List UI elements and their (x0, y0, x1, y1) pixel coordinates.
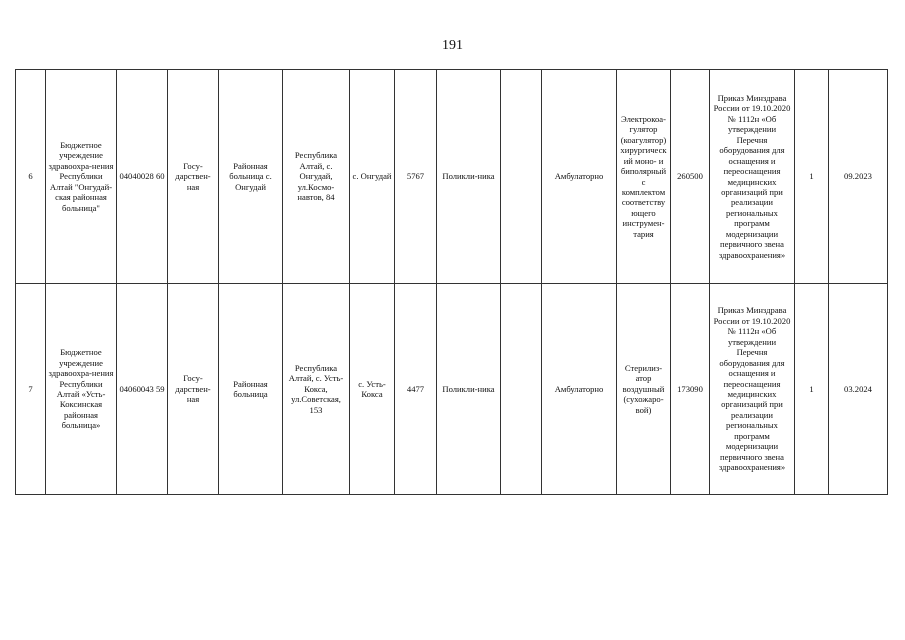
unit-type: Поликли-ника (437, 70, 501, 284)
equipment-table (15, 69, 888, 495)
facility-name: Районная больница (219, 284, 283, 495)
delivery-date: 03.2024 (829, 284, 888, 495)
empty-cell (501, 284, 542, 495)
population: 4477 (395, 284, 437, 495)
care-type: Амбулаторно (542, 284, 617, 495)
population: 5767 (395, 70, 437, 284)
page-number: 191 (442, 38, 463, 53)
table-row (16, 284, 888, 495)
empty-cell (501, 70, 542, 284)
organization-name: Бюджетное учреждение здравоохра-нения Республики Алтай «Усть-Коксинская районная больница» (46, 284, 117, 495)
facility-address: Республика Алтай, с. Онгудай, ул.Космо-навтов, 84 (283, 70, 350, 284)
locality: с. Онгудай (350, 70, 395, 284)
row-number: 7 (16, 284, 46, 495)
quantity: 1 (795, 70, 829, 284)
facility-name: Районная больница с. Онгудай (219, 70, 283, 284)
care-type: Амбулаторно (542, 70, 617, 284)
ownership-type: Госу-дарствен-ная (168, 284, 219, 495)
equipment-name: Стерилиз-атор воздушный (сухожаро-вой) (617, 284, 671, 495)
table-row (16, 70, 888, 284)
organization-name: Бюджетное учреждение здравоохра-нения Республики Алтай "Онгудай-ская районная больница" (46, 70, 117, 284)
facility-address: Республика Алтай, с. Усть-Кокса, ул.Советская, 153 (283, 284, 350, 495)
organization-code: 04040028 60 (117, 70, 168, 284)
row-number: 6 (16, 70, 46, 284)
unit-type: Поликли-ника (437, 284, 501, 495)
equipment-name: Электрокоа-гулятор (коагулятор) хирургическ ий моно- и биполярный с комплектом соответству ющего инструмен-тария (617, 70, 671, 284)
legal-basis: Приказ Минздрава России от 19.10.2020 № 1112н «Об утверждении Перечня оборудования для оснащения и переоснащения медицинских организаций при реализации региональных программ модернизации первичного звена здравоохранения» (710, 284, 795, 495)
organization-code: 04060043 59 (117, 284, 168, 495)
quantity: 1 (795, 284, 829, 495)
locality: с. Усть-Кокса (350, 284, 395, 495)
delivery-date: 09.2023 (829, 70, 888, 284)
ownership-type: Госу-дарствен-ная (168, 70, 219, 284)
equipment-price: 173090 (671, 284, 710, 495)
equipment-price: 260500 (671, 70, 710, 284)
legal-basis: Приказ Минздрава России от 19.10.2020 № 1112н «Об утверждении Перечня оборудования для оснащения и переоснащения медицинских организаций при реализации региональных программ модернизации первичного звена здравоохранения» (710, 70, 795, 284)
